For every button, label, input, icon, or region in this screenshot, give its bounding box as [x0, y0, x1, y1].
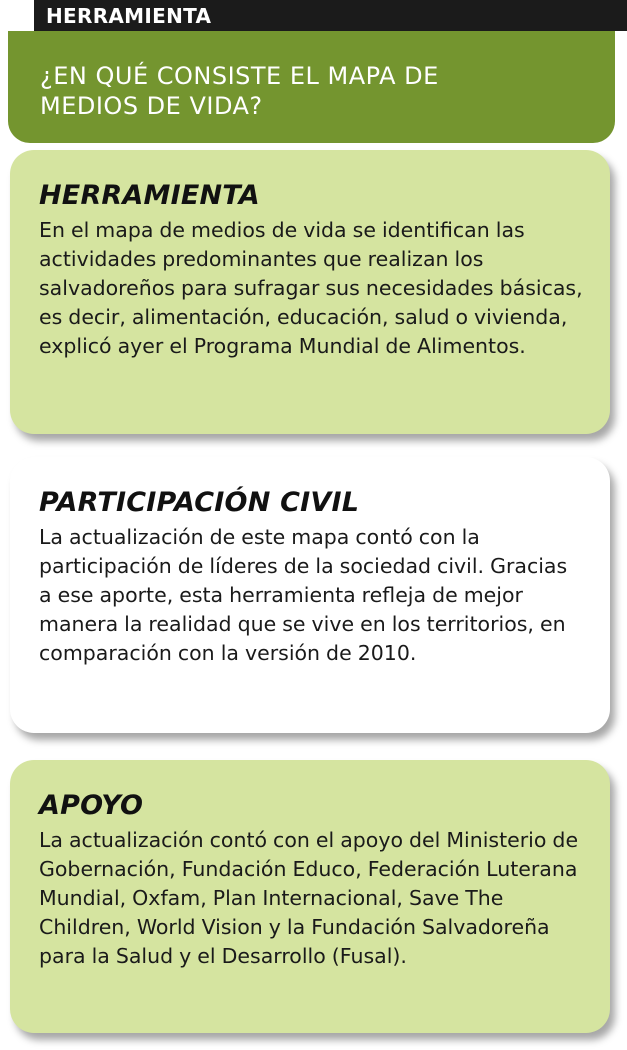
- section-tag-label: HERRAMIENTA: [46, 4, 212, 28]
- card-participacion-civil: [10, 457, 610, 733]
- card-body: La actualización de este mapa contó con la participación de líderes de la sociedad civil. Gracias a ese aporte, esta herramienta refleja de mejor manera la realidad que se vive en los territorios, en comparación con la versión de 2010.: [39, 525, 568, 665]
- card-body: La actualización contó con el apoyo del Ministerio de Gobernación, Fundación Educo, Federación Luterana Mundial, Oxfam, Plan Internacional, Save The Children, World Vision y la Fundación Salvadoreña para la Salud y el Desarrollo (Fusal).: [39, 828, 579, 968]
- section-tag-bar: [34, 0, 627, 31]
- card-apoyo: [10, 760, 610, 1033]
- card-heading: HERRAMIENTA: [39, 180, 260, 211]
- infobox-header: [8, 31, 615, 143]
- card-heading: PARTICIPACIÓN CIVIL: [39, 487, 360, 518]
- card-heading: APOYO: [39, 790, 144, 821]
- card-herramienta: [10, 150, 610, 434]
- card-body: En el mapa de medios de vida se identifican las actividades predominantes que realizan los salvadoreños para sufragar sus necesidades básicas, es decir, alimentación, educación, salud o vivienda, explicó ayer el Programa Mundial de Alimentos.: [39, 218, 583, 358]
- infobox-title: ¿EN QUÉ CONSISTE EL MAPA DE MEDIOS DE VIDA?: [40, 62, 439, 120]
